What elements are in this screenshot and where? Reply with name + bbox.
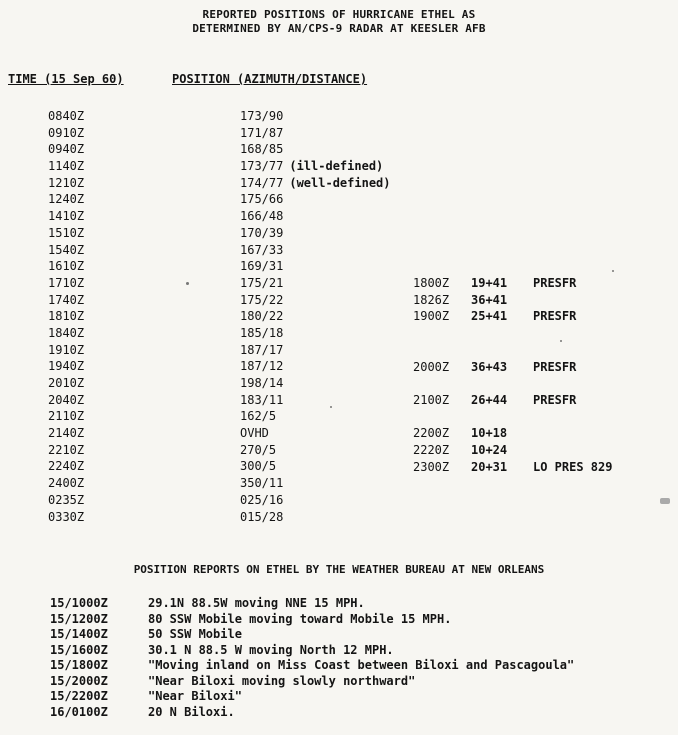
time-entry: 1840Z [48, 325, 85, 340]
report-time: 15/1200Z [50, 611, 108, 626]
report-text: 30.1 N 88.5 W moving North 12 MPH. [148, 642, 394, 657]
weather-bureau-reports [50, 596, 574, 720]
time-entry: 0840Z [48, 109, 85, 123]
position-value: 162/5 [240, 409, 277, 424]
report-text: "Near Biloxi" [148, 689, 242, 703]
time-entry: 0330Z [48, 509, 85, 524]
position-entry [240, 392, 391, 409]
section-2-title: POSITION REPORTS ON ETHEL BY THE WEATHER BUREAU AT NEW ORLEANS [133, 563, 545, 576]
position-value: 198/14 [240, 376, 284, 390]
position-entry [240, 292, 391, 309]
position-column-header: POSITION (AZIMUTH/DISTANCE) [172, 72, 368, 86]
pressure-entry [413, 292, 533, 309]
report-text: 80 SSW Mobile moving toward Mobile 15 MPH. [148, 611, 452, 626]
position-value: 169/31 [240, 259, 284, 274]
pressure-entry [413, 442, 533, 459]
position-value: 183/11 [240, 392, 284, 407]
pressure-entry [413, 459, 612, 476]
position-value: 350/11 [240, 476, 284, 491]
time-entry: 2400Z [48, 476, 85, 491]
report-row [50, 627, 574, 643]
report-time: 15/2000Z [50, 673, 108, 688]
report-time: 15/1800Z [50, 658, 108, 672]
position-value: 270/5 [240, 442, 277, 457]
report-row [50, 689, 574, 705]
pressure-entry [413, 425, 533, 442]
pressure-time: 1826Z [413, 292, 450, 307]
position-value: 015/28 [240, 509, 284, 524]
report-row [50, 643, 574, 659]
report-text: 29.1N 88.5W moving NNE 15 MPH. [148, 596, 365, 610]
position-entry [240, 408, 391, 425]
position-entry [240, 358, 391, 375]
position-value: 167/33 [240, 242, 284, 257]
position-note: (well-defined) [289, 175, 391, 190]
pressure-value: 36+41 [471, 292, 508, 307]
pressure-time: 1900Z [413, 309, 450, 324]
title-line-2: DETERMINED BY AN/CPS-9 RADAR AT KEESLER AFB [192, 22, 486, 35]
position-entry [240, 458, 391, 475]
pressure-time: 2100Z [413, 392, 450, 407]
report-row [50, 705, 574, 721]
position-entry [240, 375, 391, 392]
position-value: 175/21 [240, 275, 284, 290]
time-entry: 1740Z [48, 292, 85, 307]
time-entry: 1540Z [48, 242, 85, 257]
position-entry [240, 141, 391, 158]
position-value: 180/22 [240, 309, 284, 324]
position-value: 187/17 [240, 342, 284, 357]
time-entry: 1910Z [48, 342, 85, 357]
report-text: "Moving inland on Miss Coast between Biloxi and Pascagoula" [148, 658, 575, 672]
scan-speck [560, 340, 562, 342]
scan-speck [186, 282, 189, 285]
time-entry: 2040Z [48, 392, 85, 407]
pressure-time: 2000Z [413, 359, 450, 374]
time-entry: 1140Z [48, 159, 85, 174]
position-entry [240, 242, 391, 259]
position-entry [240, 275, 391, 292]
pressure-value: 25+41 [471, 309, 508, 324]
report-time: 15/1000Z [50, 596, 108, 610]
position-entry [240, 325, 391, 342]
position-value: 175/22 [240, 292, 284, 307]
position-entry [240, 125, 391, 142]
time-entry: 1240Z [48, 192, 85, 207]
time-entry: 2140Z [48, 426, 85, 441]
time-entry: 2110Z [48, 409, 85, 424]
report-text: 50 SSW Mobile [148, 627, 242, 641]
pressure-value: 20+31 [471, 459, 508, 474]
report-row [50, 674, 574, 690]
title-line-1: REPORTED POSITIONS OF HURRICANE ETHEL AS [202, 8, 476, 21]
report-row [50, 596, 574, 612]
report-text: 20 N Biloxi. [148, 704, 235, 719]
pressure-value: 36+43 [471, 359, 508, 374]
time-entry: 1410Z [48, 209, 85, 224]
position-entry [240, 175, 391, 192]
position-value: 185/18 [240, 325, 284, 340]
pressure-time: 2300Z [413, 459, 450, 474]
pressure-value: 10+24 [471, 443, 508, 457]
position-value: 173/90 [240, 109, 284, 123]
position-entry [240, 191, 391, 208]
position-entry [240, 225, 391, 242]
time-entry: 1510Z [48, 225, 85, 240]
time-entry: 2210Z [48, 442, 85, 457]
time-entry: 1940Z [48, 359, 85, 374]
pressure-value: 19+41 [471, 276, 508, 290]
scan-speck [612, 270, 614, 272]
right-annotations [413, 108, 673, 528]
pressure-note: PRESFR [533, 309, 577, 324]
position-entry [240, 475, 391, 492]
time-entry: 1710Z [48, 275, 85, 290]
report-time: 15/2200Z [50, 689, 108, 703]
position-value: 174/77 [240, 175, 284, 190]
report-time: 15/1400Z [50, 627, 108, 641]
position-note: (ill-defined) [289, 159, 384, 174]
position-entry [240, 308, 391, 325]
position-column [240, 108, 391, 525]
pressure-time: 2200Z [413, 426, 450, 441]
time-column-header: TIME (15 Sep 60) [8, 72, 124, 86]
pressure-note: PRESFR [533, 392, 577, 407]
report-row [50, 658, 574, 674]
position-value: OVHD [240, 426, 269, 441]
position-value: 300/5 [240, 459, 277, 474]
time-entry: 1210Z [48, 175, 85, 190]
position-entry [240, 442, 391, 459]
position-entry [240, 158, 391, 175]
position-value: 187/12 [240, 359, 284, 374]
time-entry: 2010Z [48, 376, 85, 390]
pressure-note: PRESFR [533, 359, 577, 374]
position-entry [240, 258, 391, 275]
time-entry: 2240Z [48, 459, 85, 474]
report-time: 16/0100Z [50, 704, 108, 719]
time-entry: 0910Z [48, 125, 85, 140]
pressure-time: 1800Z [413, 276, 450, 290]
scan-speck [330, 406, 332, 408]
position-value: 025/16 [240, 492, 284, 507]
time-entry: 0940Z [48, 142, 85, 157]
position-entry [240, 208, 391, 225]
position-value: 171/87 [240, 125, 284, 140]
position-value: 168/85 [240, 142, 284, 157]
report-row [50, 612, 574, 628]
pressure-value: 26+44 [471, 392, 508, 407]
time-entry: 1610Z [48, 259, 85, 274]
pressure-entry [413, 308, 576, 325]
position-value: 170/39 [240, 225, 284, 240]
position-value: 166/48 [240, 209, 284, 224]
position-entry [240, 425, 391, 442]
position-value: 175/66 [240, 192, 284, 207]
scan-smudge [660, 498, 670, 504]
position-entry [240, 492, 391, 509]
pressure-note: LO PRES 829 [533, 459, 613, 474]
pressure-entry [413, 392, 576, 409]
report-time: 15/1600Z [50, 642, 108, 657]
pressure-entry [413, 275, 576, 292]
report-text: "Near Biloxi moving slowly northward" [148, 673, 416, 688]
time-entry: 1810Z [48, 309, 85, 324]
time-column [48, 108, 84, 525]
pressure-value: 10+18 [471, 426, 508, 441]
position-value: 173/77 [240, 159, 284, 174]
pressure-entry [413, 359, 576, 376]
position-entry [240, 509, 391, 526]
pressure-time: 2220Z [413, 443, 450, 457]
pressure-note: PRESFR [533, 276, 577, 290]
position-entry [240, 108, 391, 125]
time-entry: 0235Z [48, 492, 85, 507]
position-entry [240, 342, 391, 359]
